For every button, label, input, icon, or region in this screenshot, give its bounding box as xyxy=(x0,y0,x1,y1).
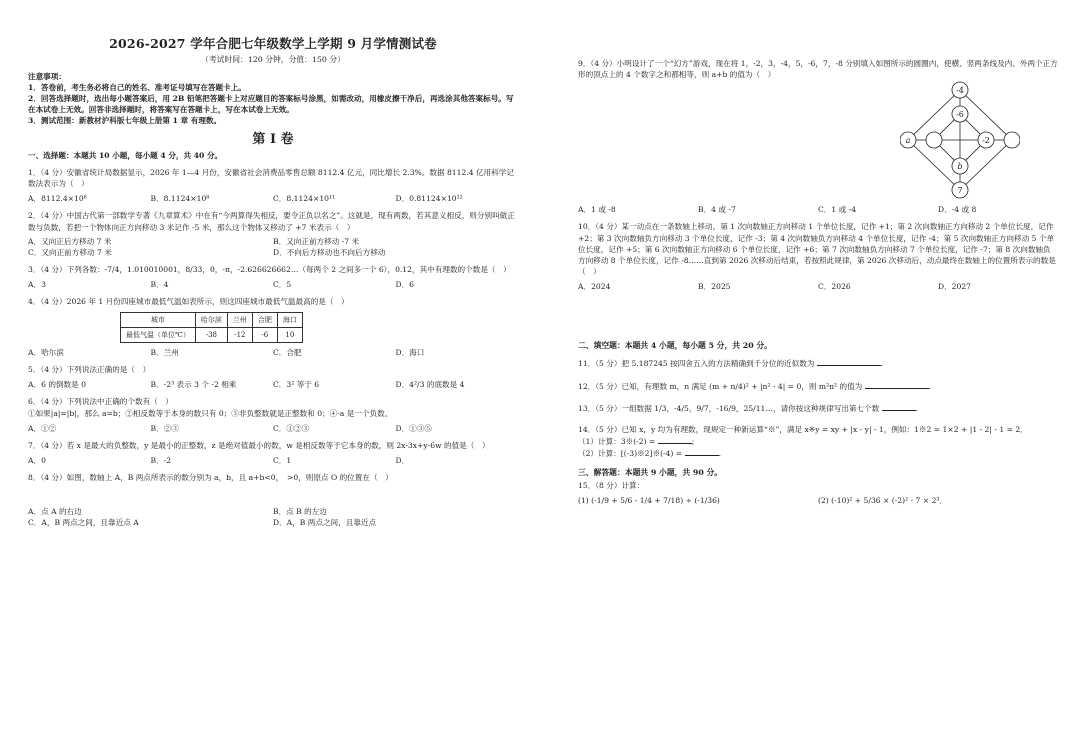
volume-title: 第 Ⅰ 卷 xyxy=(252,132,294,147)
question-12-text: 12．（5 分）已知，有理数 m，n 满足 (m + n/4)² + |n² - 4| = 0，则 m²n² 的值为 xyxy=(578,381,863,391)
question-14-part-2: （2）计算：[(-3)※2]※(-4) = . xyxy=(578,449,722,459)
question-11-text: 11．（5 分）把 5.187245 按四舍五入的方法精确到千分位的近似数为 xyxy=(578,359,815,369)
exam-title: 2026-2027 学年合肥七年级数学上学期 9 月学情测试卷 xyxy=(109,36,437,51)
question-2: 2．（4 分）中国古代第一部数学专著《九章算术》中在有“今两算得失相反，要令正负以名之”。这就是，现有两数，若其意义相反，则分别叫做正数与负数，若把一个物体向正方向移动 3 米记作 -5 米，那么这个物体又移动了 +7 米表示（ ） xyxy=(28,211,515,232)
question-14-part-1-text: （1）计算：3※(-2) = xyxy=(578,437,656,447)
question-13-text: 13．（5 分）一组数据 1/3，-4/5，9/7，-16/9，25/11…，请你按这种规律写出第七个数 xyxy=(578,403,880,413)
table-cell: -12 xyxy=(227,328,252,343)
answer-blank xyxy=(685,447,719,456)
question-15-parts xyxy=(578,495,1058,506)
answer-blank xyxy=(658,435,692,444)
option: C．合肥 xyxy=(273,348,302,358)
node-label: b xyxy=(957,162,963,171)
option: B．②③ xyxy=(150,423,179,433)
table-cell: 海口 xyxy=(277,313,302,328)
circle-node xyxy=(1004,132,1020,148)
option: D．0.81124×10¹² xyxy=(395,194,463,204)
table-cell: 哈尔滨 xyxy=(195,313,227,328)
temperature-table xyxy=(120,312,303,343)
question-14-part-2-text: （2）计算：[(-3)※2]※(-4) = xyxy=(578,449,683,459)
question-15-part-2: (2) (-10)² + 5/36 × (-2)² - 7 × 2³． xyxy=(818,496,948,506)
option: A．6 的倒数是 0 xyxy=(28,380,86,390)
option: D．4²/3 的底数是 4 xyxy=(395,380,465,390)
question-9: 9．（4 分）小明设计了一个“幻方”游戏，现在将 1，-2，3，-4，5，-6，7，-8 分别填入如图所示的圆圈内，使横、竖两条线及内、外两个正方形的顶点上的 4 个数字之和都相等，则 a+b 的值为（ ） xyxy=(578,59,1058,80)
option: A．3 xyxy=(28,280,46,290)
answer-blank xyxy=(865,380,929,389)
option: A．①② xyxy=(28,423,57,433)
options xyxy=(28,455,518,466)
answer-blank xyxy=(817,357,881,366)
notes-heading: 注意事项： xyxy=(28,72,66,81)
question-12: 12．（5 分）已知，有理数 m，n 满足 (m + n/4)² + |n² - 4| = 0，则 m²n² 的值为 . xyxy=(578,381,932,391)
options xyxy=(28,506,518,528)
circle-node xyxy=(926,132,942,148)
question-11: 11．（5 分）把 5.187245 按四舍五入的方法精确到千分位的近似数为 . xyxy=(578,359,884,369)
options xyxy=(28,279,518,290)
option: B．8.1124×10⁸ xyxy=(150,194,210,204)
option: C．A，B 两点之间，且靠近点 A xyxy=(28,518,139,528)
option: B．又向正前方移动 -7 米 xyxy=(273,236,360,246)
option: C．5 xyxy=(273,280,292,290)
question-8: 8．（4 分）如图，数轴上 A，B 两点所表示的数分别为 a，b，且 a+b<0， >0，则原点 O 的位置在（ ） xyxy=(28,472,393,482)
option: B．2025 xyxy=(698,282,731,292)
note-item: 1．答卷前，考生务必将自己的姓名、准考证号填写在答题卡上。 xyxy=(28,83,246,92)
option: A．又向正后方移动 7 米 xyxy=(28,236,112,246)
question-14: 14．（5 分）已知 x，y 均为有理数，现规定一种新运算“※”，满足 x※y = xy + |x - y| - 1，例如：1※2 = 1×2 + |1 - 2| - 1 = 2． xyxy=(578,425,1028,435)
option: A．哈尔滨 xyxy=(28,348,64,358)
options xyxy=(578,281,1058,292)
node-label: a xyxy=(905,136,911,145)
question-13: 13．（5 分）一组数据 1/3，-4/5，9/7，-16/9，25/11…，请你按这种规律写出第七个数 . xyxy=(578,403,919,413)
question-15-part-1: (1) (-1/9 + 5/6 - 1/4 + 7/18) ÷ (-1/36) xyxy=(578,496,720,506)
option: D．①③⑤ xyxy=(395,423,432,433)
option: D．6 xyxy=(395,280,415,290)
note-item: 3．测试范围：新教材沪科版七年级上册第 1 章 有理数。 xyxy=(28,116,222,125)
exam-subtitle: （考试时间：120 分钟，分值：150 分） xyxy=(201,55,345,64)
option: D． xyxy=(395,455,410,465)
question-1: 1．（4 分）安徽省统计局数据显示，2026 年 1—4 月份，安徽省社会消费品零售总额 8112.4 亿元，同比增长 2.3%。数据 8112.4 亿用科学记数法表示为（ ） xyxy=(28,168,514,189)
question-15: 15．（8 分）计算： xyxy=(578,481,645,491)
number-line-space xyxy=(28,483,518,503)
table-cell: 最低气温（单位℃） xyxy=(121,328,196,343)
option: D．2027 xyxy=(938,282,972,292)
table-cell: 兰州 xyxy=(227,313,252,328)
options xyxy=(28,236,518,258)
option: A．1 或 -8 xyxy=(578,205,616,215)
question-14-part-1: （1）计算：3※(-2) = ; xyxy=(578,437,695,447)
option: D．-4 或 8 xyxy=(938,205,977,215)
section-heading: 三、解答题：本题共 9 小题，共 90 分。 xyxy=(578,468,723,478)
node-label: -4 xyxy=(956,86,964,95)
table-cell: 合肥 xyxy=(252,313,277,328)
option: B．-2³ 表示 3 个 -2 相乘 xyxy=(150,380,237,390)
option: A．2024 xyxy=(578,282,611,292)
question-7: 7．（4 分）若 x 是最大的负整数，y 是最小的正整数，z 是绝对值最小的数，w 是相反数等于它本身的数，则 2x-3x+y-6w 的值是（ ） xyxy=(28,440,490,450)
option: B．兰州 xyxy=(150,348,179,358)
question-6-statements: ①如果|a|=|b|，那么 a=b；②相反数等于本身的数只有 0；③非负整数就是正整数和 0；④-a 是一个负数。 xyxy=(28,408,393,418)
question-5: 5．（4 分）下列说法正确的是（ ） xyxy=(28,365,151,375)
options xyxy=(578,204,1058,215)
section-heading: 二、填空题：本题共 4 小题，每小题 5 分，共 20 分。 xyxy=(578,341,772,351)
answer-blank xyxy=(882,402,916,411)
node-label: -6 xyxy=(956,110,964,119)
option: A．0 xyxy=(28,455,46,465)
node-label: 7 xyxy=(957,186,963,195)
question-3: 3．（4 分）下列各数：-7/4，1.010010001，8/33，0，-π，-2.626626662…（每两个 2 之间多一个 6），0.12，其中有理数的个数是（ ） xyxy=(28,264,511,274)
option: D．A，B 两点之间，且靠近点 xyxy=(273,518,377,528)
option: C．1 xyxy=(273,455,292,465)
option: C．8.1124×10¹¹ xyxy=(273,194,336,204)
table-row xyxy=(121,313,303,328)
option: B．点 B 的左边 xyxy=(273,507,327,517)
option: C．2026 xyxy=(818,282,851,292)
options xyxy=(28,347,518,358)
right-page xyxy=(540,0,1080,740)
question-6: 6．（4 分）下列说法中正确的个数有（ ） xyxy=(28,397,173,407)
option: C．1 或 -4 xyxy=(818,205,857,215)
section-heading: 一、选择题：本题共 10 小题，每小题 4 分，共 40 分。 xyxy=(28,151,223,160)
option: B．4 xyxy=(150,280,169,290)
table-cell: -6 xyxy=(252,328,277,343)
option: C．①②③ xyxy=(273,423,310,433)
option: D．海口 xyxy=(395,348,425,358)
node-label: -2 xyxy=(982,136,990,145)
option: A．8112.4×10⁸ xyxy=(28,194,87,204)
spacer xyxy=(578,292,1058,332)
table-row xyxy=(121,328,303,343)
table-cell: 城市 xyxy=(121,313,196,328)
options xyxy=(28,423,518,434)
option: D．不向后方移动也不向后方移动 xyxy=(273,247,386,257)
note-item: 2．回答选择题时，选出每小题答案后，用 2B 铅笔把答题卡上对应题目的答案标号涂黑，如需改动，用橡皮擦干净后，再选涂其他答案标号。写在本试卷上无效。回答非选择题时，将答案写在答题卡上，写在本试卷上无效。 xyxy=(28,94,514,114)
option: A．点 A 的右边 xyxy=(28,507,82,517)
table-cell: 10 xyxy=(277,328,302,343)
magic-square-diagram xyxy=(900,78,1020,204)
options xyxy=(28,379,518,390)
option: B．4 或 -7 xyxy=(698,205,736,215)
options xyxy=(28,193,518,204)
option: B．-2 xyxy=(150,455,172,465)
question-4: 4．（4 分）2026 年 1 月份四座城市最低气温如表所示，则这四座城市最低气温最高的是（ ） xyxy=(28,297,349,307)
question-10: 10．（4 分）某一动点在一条数轴上移动，第 1 次向数轴正方向移动 1 个单位长度，记作 +1；第 2 次向数轴正方向移动 2 个单位长度，记作 +2；第 3 次向数轴负方向移动 3 个单位长度，记作 -3；第 4 次向数轴负方向移动 4 个单位长度，记作 -4；第 5 次向数轴正方向移动 5 个单位长度，记作 +5；第 6 次向数轴正方向移动 6 个单位长度，记作 +6；第 7 次向数轴负方向移动 7 个单位长度，记作 -7；第 8 次向数轴负方向移动 8 个单位长度，记作 -8……直到第 2026 次移动后结束，若按照此规律，第 2026 次移动后，动点最终在数轴上的位置所表示的数是（ ） xyxy=(578,222,1056,277)
table-cell: -38 xyxy=(195,328,227,343)
option: C．又向正前方移动 7 米 xyxy=(28,247,112,257)
option: C．3² 等于 6 xyxy=(273,380,320,390)
